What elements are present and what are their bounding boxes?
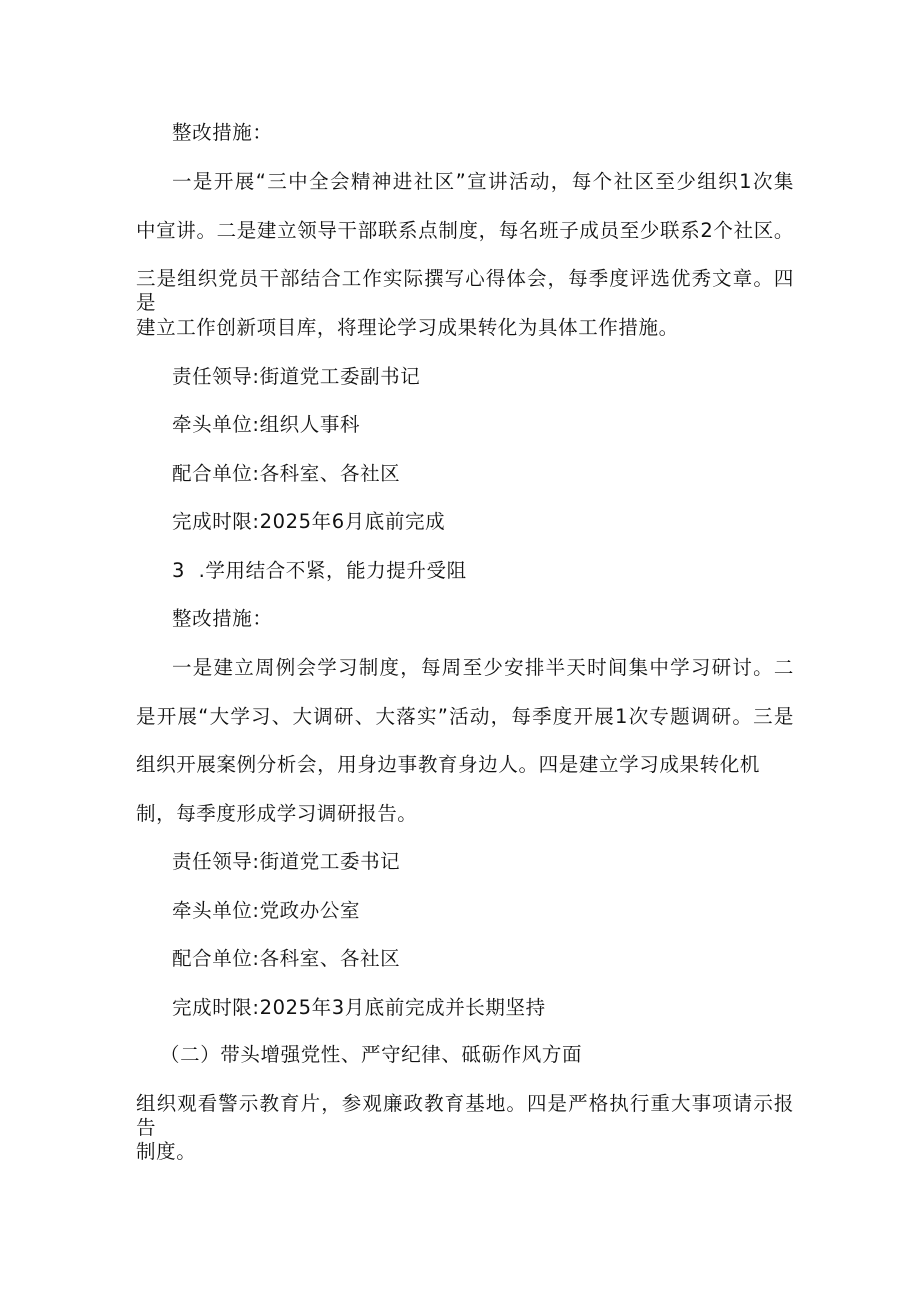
paragraph-line: 一是开展“三中全会精神进社区”宣讲活动，每个社区至少组织1次集 <box>172 170 794 193</box>
paragraph-line: 三是组织党员干部结合工作实际撰写心得体会，每季度评选优秀文章。四是 <box>136 267 794 314</box>
measures-heading: 整改措施： <box>172 121 273 144</box>
paragraph-line: 是开展“大学习、大调研、大落实”活动，每季度开展1次专题调研。三是 <box>136 705 794 728</box>
paragraph-line: 建立工作创新项目库，将理论学习成果转化为具体工作措施。 <box>136 316 679 339</box>
responsible-leader: 责任领导:街道党工委书记 <box>172 850 401 873</box>
measures-heading: 整改措施： <box>172 607 273 630</box>
cooperating-units: 配合单位:各科室、各社区 <box>172 947 401 970</box>
paragraph-line: 制，每季度形成学习调研报告。 <box>136 802 418 825</box>
paragraph-line: 一是建立周例会学习制度，每周至少安排半天时间集中学习研讨。二 <box>172 656 794 679</box>
lead-unit: 牵头单位:组织人事科 <box>172 413 361 436</box>
issue-title: 3 .学用结合不紧，能力提升受阻 <box>172 559 467 582</box>
section-heading: （二）带头增强党性、严守纪律、砥砺作风方面 <box>160 1043 583 1066</box>
paragraph-line: 制度。 <box>136 1140 197 1163</box>
lead-unit: 牵头单位:党政办公室 <box>172 899 361 922</box>
paragraph-line: 组织观看警示教育片，参观廉政教育基地。四是严格执行重大事项请示报告 <box>136 1092 794 1139</box>
paragraph-line: 中宣讲。二是建立领导干部联系点制度，每名班子成员至少联系2个社区。 <box>136 219 794 242</box>
deadline: 完成时限:2025年3月底前完成并长期坚持 <box>172 996 546 1019</box>
responsible-leader: 责任领导:街道党工委副书记 <box>172 365 421 388</box>
cooperating-units: 配合单位:各科室、各社区 <box>172 462 401 485</box>
deadline: 完成时限:2025年6月底前完成 <box>172 510 446 533</box>
paragraph-line: 组织开展案例分析会，用身边事教育身边人。四是建立学习成果转化机 <box>136 753 760 776</box>
